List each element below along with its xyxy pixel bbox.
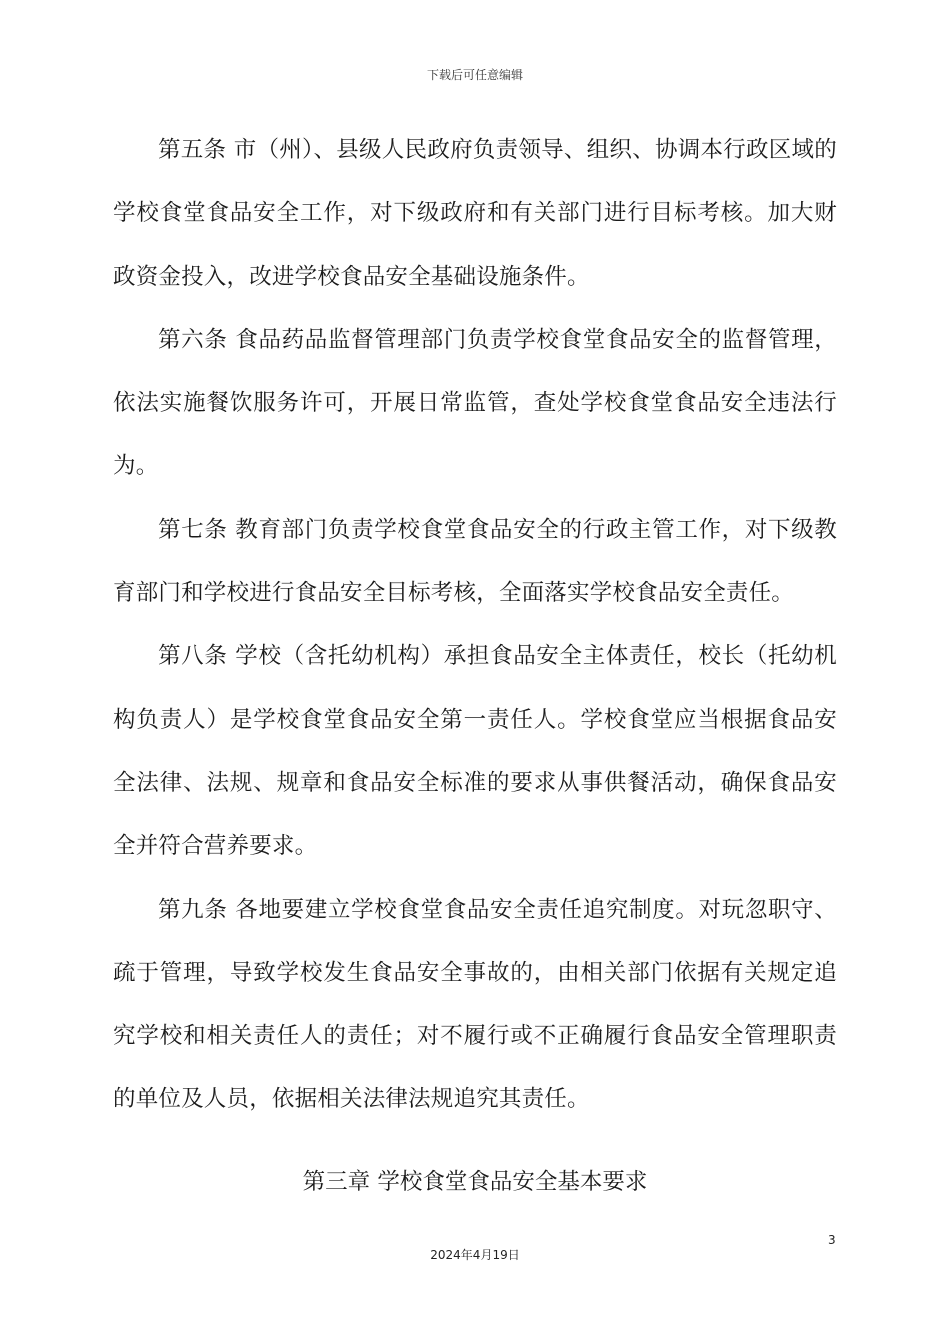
document-body [113,119,837,1132]
chapter-title: 第三章 学校食堂食品安全基本要求 [302,1169,648,1195]
article-7-paragraph: 第七条 教育部门负责学校食堂食品安全的行政主管工作，对下级教育部门和学校进行食品安全目标考核，全面落实学校食品安全责任。 [113,516,837,607]
article-6-paragraph: 第六条 食品药品监督管理部门负责学校食堂食品安全的监督管理，依法实施餐饮服务许可，开展日常监管，查处学校食堂食品安全违法行为。 [113,326,837,480]
footer-date: 2024年4月19日 [430,1248,520,1262]
header-note: 下载后可任意编辑 [426,68,523,82]
page-number: 3 [828,1233,836,1247]
article-8-paragraph: 第八条 学校（含托幼机构）承担食品安全主体责任，校长（托幼机构负责人）是学校食堂食品安全第一责任人。学校食堂应当根据食品安全法律、法规、规章和食品安全标准的要求从事供餐活动，确保食品安全并符合营养要求。 [113,643,837,860]
article-5-paragraph: 第五条 市（州）、县级人民政府负责领导、组织、协调本行政区域的学校食堂食品安全工作，对下级政府和有关部门进行目标考核。加大财政资金投入，改进学校食品安全基础设施条件。 [113,137,837,290]
article-9-paragraph: 第九条 各地要建立学校食堂食品安全责任追究制度。对玩忽职守、疏于管理，导致学校发生食品安全事故的，由相关部门依据有关规定追究学校和相关责任人的责任；对不履行或不正确履行食品安全管理职责的单位及人员，依据相关法律法规追究其责任。 [113,896,837,1113]
